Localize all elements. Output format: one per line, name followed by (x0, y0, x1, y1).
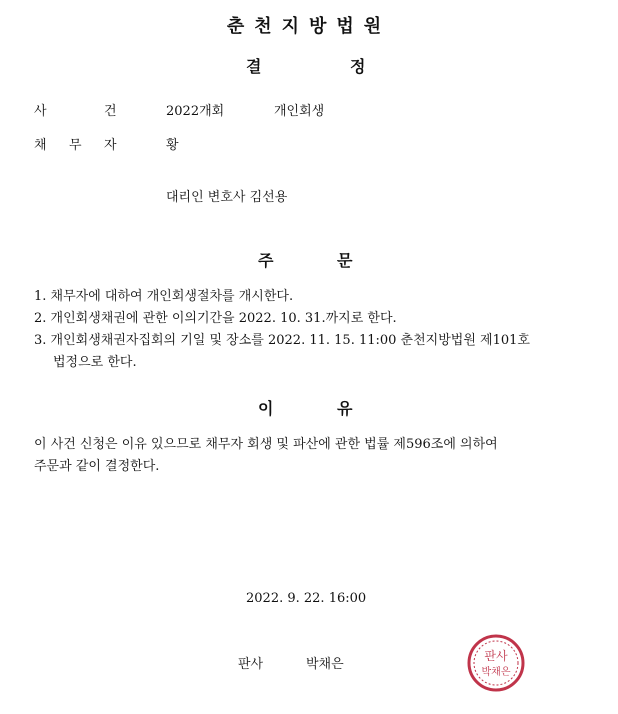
order-heading-left: 주 (258, 251, 274, 270)
case-label-2: 건 (104, 104, 117, 119)
doc-title-left: 결 (246, 57, 262, 76)
debtor-agent: 대리인 변호사 김선용 (166, 190, 288, 205)
order-heading-right: 문 (337, 251, 353, 270)
judge-seal-icon (466, 633, 526, 693)
order-item-3: 3. 개인회생채권자집회의 기일 및 장소를 2022. 11. 15. 11:00 춘천지방법원 제101호 (34, 333, 530, 348)
case-number: 2022개회 (166, 104, 225, 119)
case-label-1: 사 (34, 104, 47, 119)
svg-text:박채은: 박채은 (481, 667, 511, 678)
court-name: 춘천지방법원 (226, 16, 392, 37)
reason-line-1: 이 사건 신청은 이유 있으므로 채무자 회생 및 파산에 관한 법률 제596조에 의하여 (34, 437, 498, 452)
debtor-label-1: 채 (34, 138, 47, 153)
judge-name: 박채은 (306, 657, 344, 672)
debtor-label-3: 자 (104, 138, 117, 153)
decision-date: 2022. 9. 22. 16:00 (246, 591, 367, 606)
debtor-label-2: 무 (69, 138, 82, 153)
debtor-name: 황 (166, 138, 179, 153)
reason-heading-right: 유 (337, 399, 353, 418)
doc-title-right: 정 (350, 57, 366, 76)
reason-heading-left: 이 (258, 399, 274, 418)
reason-line-2: 주문과 같이 결정한다. (34, 459, 160, 474)
case-type: 개인회생 (274, 104, 325, 119)
order-item-2: 2. 개인회생채권에 관한 이의기간을 2022. 10. 31.까지로 한다. (34, 311, 397, 326)
svg-text:판사: 판사 (484, 649, 508, 663)
judge-title: 판사 (238, 657, 264, 672)
order-item-3-cont: 법정으로 한다. (53, 355, 137, 370)
order-item-1: 1. 채무자에 대하여 개인회생절차를 개시한다. (34, 289, 294, 304)
